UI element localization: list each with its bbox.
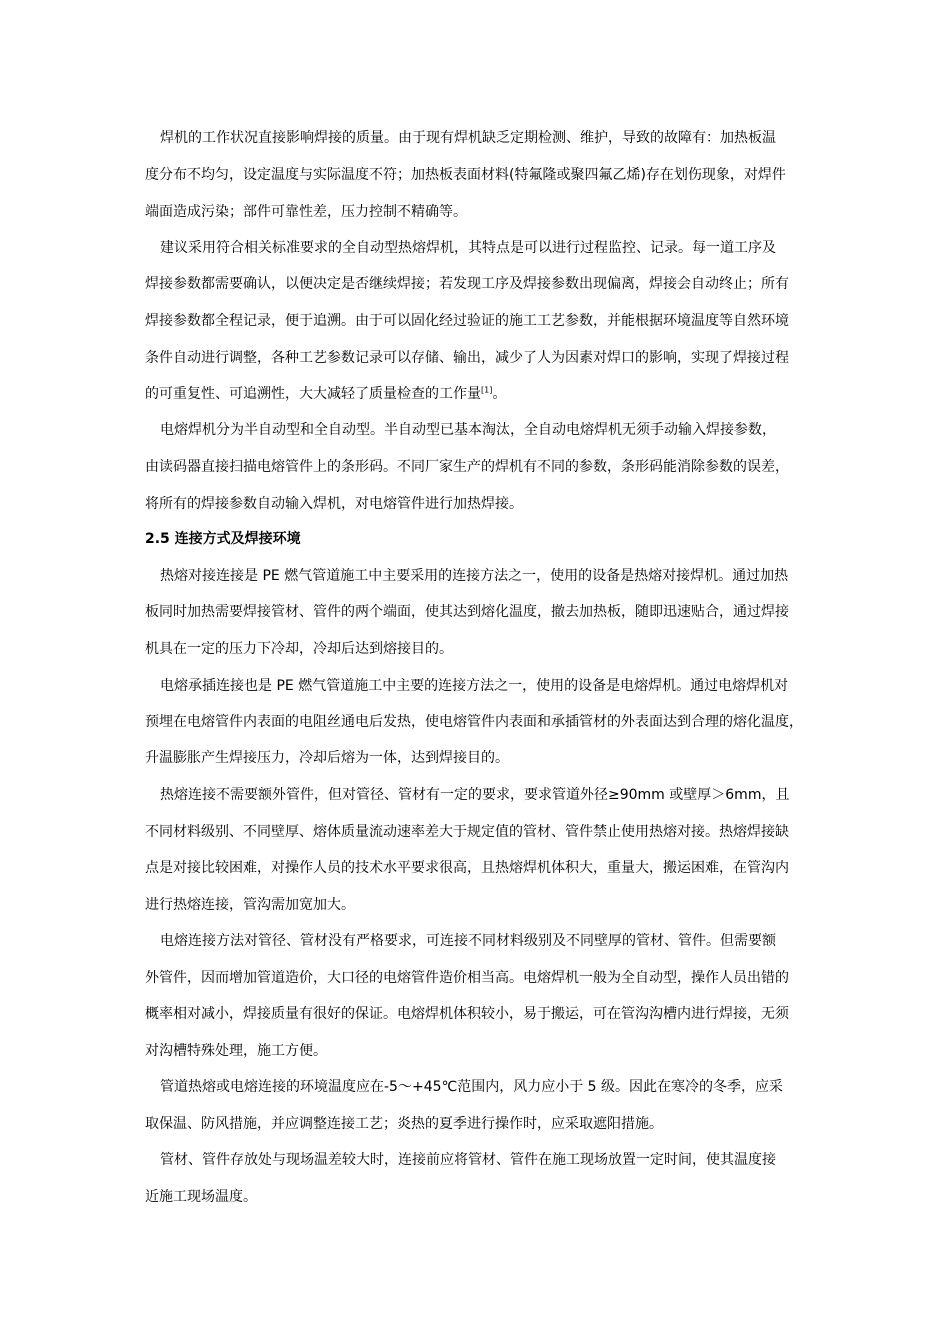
text-line: 进行热熔连接，管沟需加宽加大。 — [145, 897, 355, 913]
citation-marker: [1] — [481, 385, 493, 395]
text-line: 外管件，因而增加管道造价，大口径的电熔管件造价相当高。电熔焊机一般为全自动型，操作人员出错的 — [145, 970, 789, 986]
text-line: 管材、管件存放处与现场温差较大时，连接前应将管材、管件在施工现场放置一定时间，使其温度接 — [160, 1152, 776, 1168]
text-line-with-citation — [145, 384, 815, 404]
text-line: 热熔对接连接是 PE 燃气管道施工中主要采用的连接方法之一，使用的设备是热熔对接焊机。通过加热 — [160, 568, 789, 584]
text-line: 热熔连接不需要额外管件，但对管径、管材有一定的要求，要求管道外径≥90mm 或壁厚＞6mm，且 — [160, 787, 790, 803]
text-line: 管道热熔或电熔连接的环境温度应在-5～+45℃范围内，风力应小于 5 级。因此在寒冷的冬季，应采 — [160, 1079, 784, 1095]
text-line: 点是对接比较困难，对操作人员的技术水平要求很高，且热熔焊机体积大，重量大，搬运困难，在管沟内 — [145, 860, 789, 876]
text-line: 焊机的工作状况直接影响焊接的质量。由于现有焊机缺乏定期检测、维护，导致的故障有：加热板温 — [160, 130, 776, 146]
text-line: 预埋在电熔管件内表面的电阻丝通电后发热，使电熔管件内表面和承插管材的外表面达到合理的熔化温度， — [145, 714, 803, 730]
text-line: 升温膨胀产生焊接压力，冷却后熔为一体，达到焊接目的。 — [145, 750, 509, 766]
text-line: 建议采用符合相关标准要求的全自动型热熔焊机，其特点是可以进行过程监控、记录。每一道工序及 — [160, 240, 776, 256]
text-line: 电熔连接方法对管径、管材没有严格要求，可连接不同材料级别及不同壁厚的管材、管件。但需要额 — [160, 933, 776, 949]
text-line: 将所有的焊接参数自动输入焊机，对电熔管件进行加热焊接。 — [145, 496, 523, 512]
text-line: 端面造成污染；部件可靠性差，压力控制不精确等。 — [145, 204, 467, 220]
text-line: 由读码器直接扫描电熔管件上的条形码。不同厂家生产的焊机有不同的参数，条形码能消除参数的误差， — [145, 459, 789, 475]
text-line: 电熔承插连接也是 PE 燃气管道施工中主要的连接方法之一，使用的设备是电熔焊机。通过电熔焊机对 — [160, 678, 789, 694]
text-run: 的可重复性、可追溯性，大大减轻了质量检查的工作量 — [145, 386, 481, 402]
text-line: 焊接参数都全程记录，便于追溯。由于可以固化经过验证的施工工艺参数，并能根据环境温度等自然环境 — [145, 313, 789, 329]
text-line: 概率相对减小，焊接质量有很好的保证。电熔焊机体积较小，易于搬运，可在管沟沟槽内进行焊接，无须 — [145, 1006, 789, 1022]
text-run: 。 — [492, 386, 507, 402]
text-line: 近施工现场温度。 — [145, 1189, 257, 1205]
text-line: 板同时加热需要焊接管材、管件的两个端面，使其达到熔化温度，撤去加热板，随即迅速贴合，通过焊接 — [145, 604, 789, 620]
text-line: 度分布不均匀，设定温度与实际温度不符；加热板表面材料(特氟隆或聚四氟乙烯)存在划伤现象，对焊件 — [145, 167, 786, 183]
text-line: 对沟槽特殊处理，施工方便。 — [145, 1043, 327, 1059]
text-line: 机具在一定的压力下冷却，冷却后达到熔接目的。 — [145, 641, 453, 657]
text-line: 条件自动进行调整，各种工艺参数记录可以存储、输出，减少了人为因素对焊口的影响，实现了焊接过程 — [145, 350, 789, 366]
text-line: 取保温、防风措施，并应调整连接工艺；炎热的夏季进行操作时，应采取遮阳措施。 — [145, 1116, 663, 1132]
text-line: 不同材料级别、不同壁厚、熔体质量流动速率差大于规定值的管材、管件禁止使用热熔对接。热熔焊接缺 — [145, 824, 789, 840]
section-heading: 2.5 连接方式及焊接环境 — [145, 531, 301, 547]
text-line: 焊接参数都需要确认，以便决定是否继续焊接；若发现工序及焊接参数出现偏离，焊接会自动终止；所有 — [145, 276, 789, 292]
text-line: 电熔焊机分为半自动型和全自动型。半自动型已基本淘汰，全自动电熔焊机无须手动输入焊接参数， — [160, 422, 776, 438]
